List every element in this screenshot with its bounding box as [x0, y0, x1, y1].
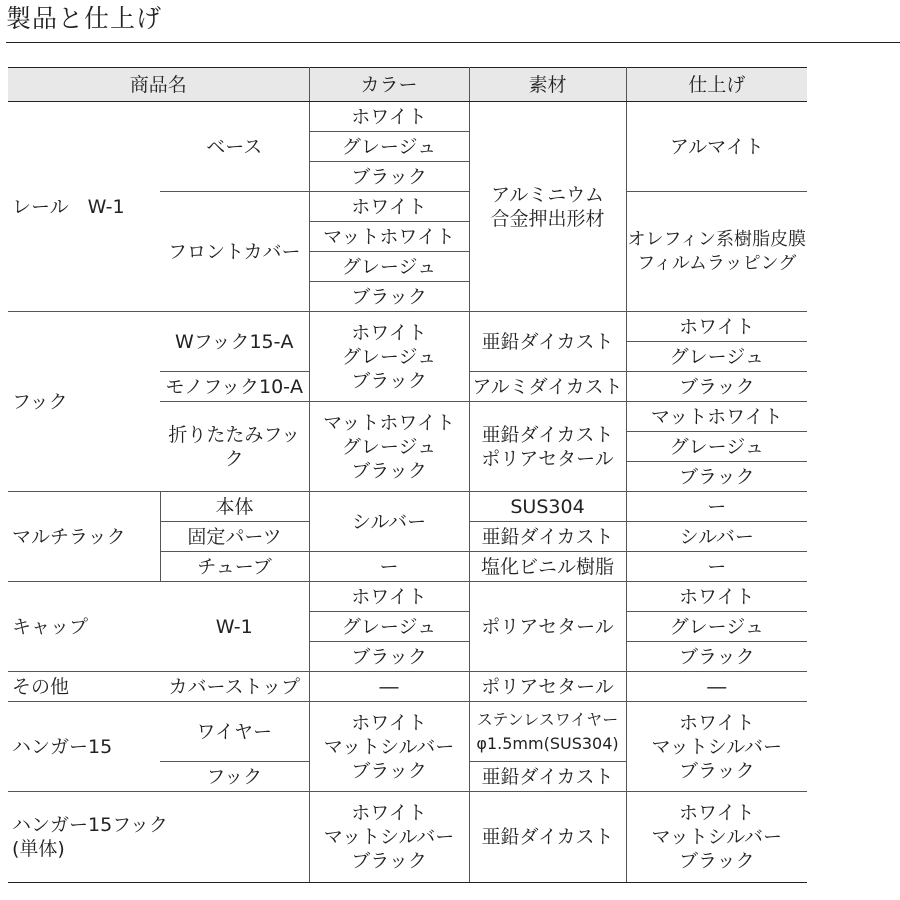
cap-material: ポリアセタール [469, 582, 626, 672]
color-cell: ホワイト [309, 192, 469, 222]
multi-rack-fixing-material: 亜鉛ダイカスト [469, 522, 626, 552]
group-other: その他 [8, 672, 160, 702]
table-row [8, 492, 807, 522]
multi-rack-tube-finish: ー [626, 552, 807, 582]
color-cell: グレージュ [309, 252, 469, 282]
finish-cell: マットホワイト [626, 402, 807, 432]
group-cap: キャップ [8, 582, 160, 672]
finish-cell: ホワイト [626, 582, 807, 612]
header-color: カラー [309, 68, 469, 102]
other-color: ― [309, 672, 469, 702]
group-hook: フック [8, 312, 160, 492]
rail-base: ベース [160, 102, 309, 192]
hanger15-finish: ホワイト マットシルバー ブラック [626, 702, 807, 792]
table-row [8, 102, 807, 132]
header-material: 素材 [469, 68, 626, 102]
page-title: 製品と仕上げ [6, 4, 163, 33]
color-cell: ブラック [309, 642, 469, 672]
hook-folding: 折りたたみフック [160, 402, 309, 492]
table-row [8, 582, 807, 612]
group-hanger15-hook: ハンガー15フック (単体) [8, 792, 309, 883]
hook-folding-colors: マットホワイト グレージュ ブラック [309, 402, 469, 492]
finish-cell: グレージュ [626, 432, 807, 462]
table-row [8, 672, 807, 702]
color-cell: ホワイト [309, 582, 469, 612]
hanger15-hook-material: 亜鉛ダイカスト [469, 762, 626, 792]
finish-cell: ブラック [626, 462, 807, 492]
color-cell: グレージュ [309, 612, 469, 642]
finish-cell: ホワイト [626, 312, 807, 342]
multi-rack-tube: チューブ [160, 552, 309, 582]
hanger15-hook-unit-material: 亜鉛ダイカスト [469, 792, 626, 883]
multi-rack-color: シルバー [309, 492, 469, 552]
finish-cell: ブラック [626, 372, 807, 402]
hanger15-hook-colors: ホワイト マットシルバー ブラック [309, 792, 469, 883]
rail-front-cover: フロントカバー [160, 192, 309, 312]
hook-mono-hook: モノフック10-A [160, 372, 309, 402]
color-cell: ホワイト [309, 102, 469, 132]
finish-cell: ブラック [626, 642, 807, 672]
multi-rack-body-finish: ー [626, 492, 807, 522]
rail-front-cover-finish: オレフィン系樹脂皮膜 フィルムラッピング [626, 192, 807, 312]
rail-material: アルミニウム 合金押出形材 [469, 102, 626, 312]
multi-rack-body: 本体 [160, 492, 309, 522]
title-divider [6, 42, 900, 43]
hanger15-wire: ワイヤー [160, 702, 309, 762]
hanger15-wire-material: ステンレスワイヤー φ1.5mm(SUS304) [469, 702, 626, 762]
hanger15-colors: ホワイト マットシルバー ブラック [309, 702, 469, 792]
color-cell: マットホワイト [309, 222, 469, 252]
cap-sub: W-1 [160, 582, 309, 672]
rail-base-finish: アルマイト [626, 102, 807, 192]
header-row [8, 68, 807, 102]
hook-w-hook: Wフック15-A [160, 312, 309, 372]
hanger15-hook-unit-finish: ホワイト マットシルバー ブラック [626, 792, 807, 883]
group-multi-rack: マルチラック [8, 492, 160, 582]
group-hanger15: ハンガー15 [8, 702, 160, 792]
other-cover-stop: カバーストップ [160, 672, 309, 702]
table-row [8, 312, 807, 342]
multi-rack-body-material: SUS304 [469, 492, 626, 522]
multi-rack-fixing: 固定パーツ [160, 522, 309, 552]
other-material: ポリアセタール [469, 672, 626, 702]
header-finish: 仕上げ [626, 68, 807, 102]
product-finish-table [8, 67, 807, 883]
hook-folding-material: 亜鉛ダイカスト ポリアセタール [469, 402, 626, 492]
color-cell: ブラック [309, 162, 469, 192]
table-row [8, 792, 807, 883]
color-cell: グレージュ [309, 132, 469, 162]
finish-cell: グレージュ [626, 342, 807, 372]
hanger15-hook: フック [160, 762, 309, 792]
multi-rack-tube-material: 塩化ビニル樹脂 [469, 552, 626, 582]
other-finish: ― [626, 672, 807, 702]
hook-top-colors: ホワイト グレージュ ブラック [309, 312, 469, 402]
color-cell: ブラック [309, 282, 469, 312]
finish-cell: グレージュ [626, 612, 807, 642]
hook-mono-hook-material: アルミダイカスト [469, 372, 626, 402]
hook-w-hook-material: 亜鉛ダイカスト [469, 312, 626, 372]
header-product: 商品名 [8, 68, 309, 102]
multi-rack-fixing-finish: シルバー [626, 522, 807, 552]
group-rail: レール W-1 [8, 102, 160, 312]
multi-rack-tube-color: ー [309, 552, 469, 582]
table-row [8, 702, 807, 762]
